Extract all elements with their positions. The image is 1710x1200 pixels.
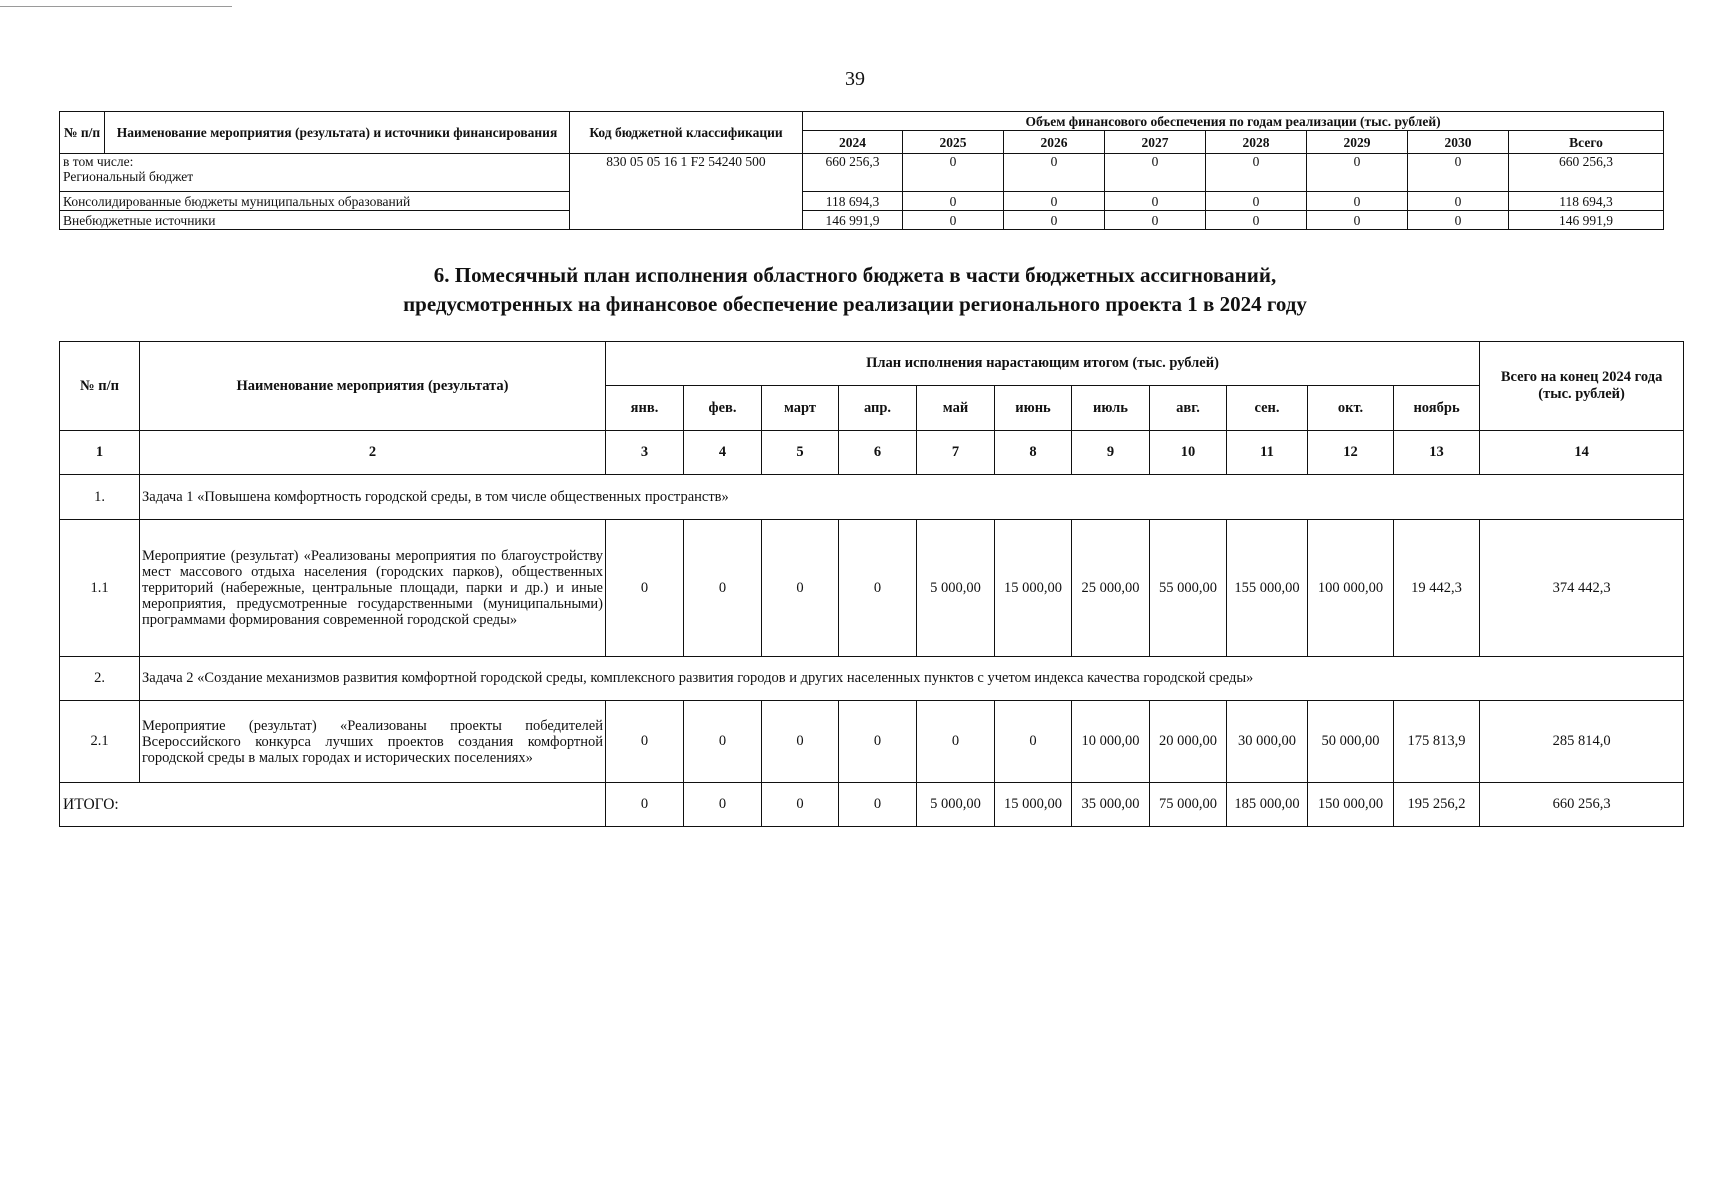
- col-code-header: Код бюджетной классификации: [570, 112, 803, 154]
- value-cell: 30 000,00: [1227, 701, 1308, 783]
- col-volume-header: Объем финансового обеспечения по годам реализации (тыс. рублей): [803, 112, 1664, 131]
- value-cell: 0: [903, 211, 1004, 230]
- row-number: 2.1: [60, 701, 140, 783]
- value-cell: 0: [1105, 192, 1206, 211]
- value-cell: 0: [1307, 154, 1408, 192]
- total-cell: 285 814,0: [1480, 701, 1684, 783]
- column-number: 4: [684, 431, 762, 475]
- column-number: 2: [140, 431, 606, 475]
- value-cell: 0: [1206, 211, 1307, 230]
- value-cell: 0: [606, 701, 684, 783]
- month-header: янв.: [606, 386, 684, 431]
- col-name-header: Наименование мероприятия (результата): [140, 342, 606, 431]
- value-cell: 150 000,00: [1308, 783, 1394, 827]
- col-plan-header: План исполнения нарастающим итогом (тыс. рублей): [606, 342, 1480, 386]
- total-cell: 374 442,3: [1480, 520, 1684, 657]
- column-number: 9: [1072, 431, 1150, 475]
- value-cell: 10 000,00: [1072, 701, 1150, 783]
- column-number: 7: [917, 431, 995, 475]
- col-total-header: Всего на конец 2024 года (тыс. рублей): [1480, 342, 1684, 431]
- value-cell: 0: [762, 701, 839, 783]
- task-text: Задача 1 «Повышена комфортность городской среды, в том числе общественных пространств»: [140, 475, 1684, 520]
- value-cell: 0: [1408, 154, 1509, 192]
- value-cell: 660 256,3: [803, 154, 903, 192]
- column-number: 8: [995, 431, 1072, 475]
- value-cell: 195 256,2: [1394, 783, 1480, 827]
- section-title-line: 6. Помесячный план исполнения областного бюджета в части бюджетных ассигнований,: [433, 263, 1277, 287]
- year-header: 2029: [1307, 131, 1408, 154]
- value-cell: 0: [684, 520, 762, 657]
- task-number: 1.: [60, 475, 140, 520]
- month-header: авг.: [1150, 386, 1227, 431]
- col-num-header: № п/п: [60, 112, 105, 154]
- month-header: ноябрь: [1394, 386, 1480, 431]
- value-cell: 35 000,00: [1072, 783, 1150, 827]
- top-rule: [0, 6, 232, 7]
- value-cell: 0: [606, 520, 684, 657]
- value-cell: 146 991,9: [803, 211, 903, 230]
- table-row: [60, 520, 1684, 657]
- value-cell: 5 000,00: [917, 520, 995, 657]
- total-header: Всего: [1509, 131, 1664, 154]
- value-cell: 55 000,00: [1150, 520, 1227, 657]
- column-number: 11: [1227, 431, 1308, 475]
- table-row: [60, 192, 1664, 211]
- column-number: 10: [1150, 431, 1227, 475]
- month-header: сен.: [1227, 386, 1308, 431]
- value-cell: 155 000,00: [1227, 520, 1308, 657]
- value-cell: 146 991,9: [1509, 211, 1664, 230]
- value-cell: 100 000,00: [1308, 520, 1394, 657]
- value-cell: 75 000,00: [1150, 783, 1227, 827]
- month-header: окт.: [1308, 386, 1394, 431]
- table-row: [60, 154, 1664, 192]
- section-title: [0, 261, 1710, 319]
- month-header: июнь: [995, 386, 1072, 431]
- value-cell: 185 000,00: [1227, 783, 1308, 827]
- value-cell: 0: [1408, 211, 1509, 230]
- value-cell: 0: [762, 783, 839, 827]
- year-header: 2026: [1004, 131, 1105, 154]
- value-cell: 19 442,3: [1394, 520, 1480, 657]
- column-number: 1: [60, 431, 140, 475]
- col-name-header: Наименование мероприятия (результата) и источники финансирования: [105, 112, 570, 154]
- row-label: Консолидированные бюджеты муниципальных образований: [60, 192, 570, 211]
- value-cell: 175 813,9: [1394, 701, 1480, 783]
- column-number: 5: [762, 431, 839, 475]
- row-label: в том числе:: [63, 154, 134, 169]
- value-cell: 118 694,3: [803, 192, 903, 211]
- task-row: [60, 657, 1684, 701]
- activity-text: Мероприятие (результат) «Реализованы проекты победителей Всероссийского конкурса лучших проектов создания комфортной городской среды в малых городах и исторических поселениях»: [140, 701, 606, 783]
- col-num-header: № п/п: [60, 342, 140, 431]
- value-cell: 0: [606, 783, 684, 827]
- value-cell: 5 000,00: [917, 783, 995, 827]
- value-cell: 20 000,00: [1150, 701, 1227, 783]
- task-number: 2.: [60, 657, 140, 701]
- value-cell: 25 000,00: [1072, 520, 1150, 657]
- value-cell: 0: [839, 701, 917, 783]
- value-cell: 0: [1004, 154, 1105, 192]
- value-cell: 0: [839, 520, 917, 657]
- month-header: март: [762, 386, 839, 431]
- value-cell: 660 256,3: [1509, 154, 1664, 192]
- total-label: ИТОГО:: [60, 783, 606, 827]
- column-number: 12: [1308, 431, 1394, 475]
- monthly-plan-table: [59, 341, 1684, 827]
- task-text: Задача 2 «Создание механизмов развития комфортной городской среды, комплексного развития городов и других населенных пунктов с учетом индекса качества городской среды»: [140, 657, 1684, 701]
- section-title-line: предусмотренных на финансовое обеспечение реализации регионального проекта 1 в 2024 году: [403, 292, 1307, 316]
- budget-code: 830 05 05 16 1 F2 54240 500: [570, 154, 803, 230]
- year-header: 2028: [1206, 131, 1307, 154]
- column-number: 6: [839, 431, 917, 475]
- value-cell: 0: [684, 701, 762, 783]
- task-row: [60, 475, 1684, 520]
- column-number: 14: [1480, 431, 1684, 475]
- year-header: 2025: [903, 131, 1004, 154]
- month-header: фев.: [684, 386, 762, 431]
- year-header: 2027: [1105, 131, 1206, 154]
- value-cell: 118 694,3: [1509, 192, 1664, 211]
- column-number: 3: [606, 431, 684, 475]
- value-cell: 0: [684, 783, 762, 827]
- year-header: 2024: [803, 131, 903, 154]
- month-header: июль: [1072, 386, 1150, 431]
- year-header: 2030: [1408, 131, 1509, 154]
- value-cell: 0: [917, 701, 995, 783]
- value-cell: 15 000,00: [995, 520, 1072, 657]
- value-cell: 0: [1105, 211, 1206, 230]
- table-row: [60, 701, 1684, 783]
- table-row: [60, 211, 1664, 230]
- month-header: май: [917, 386, 995, 431]
- total-row: [60, 783, 1684, 827]
- activity-text: Мероприятие (результат) «Реализованы мероприятия по благоустройству мест массового отдыха населения (городских парков), общественных территорий (набережные, центральные площади, парки и др.) и иные мероприятия, предусмотренные государственными (муниципальными) программами формирования современной городской среды»: [140, 520, 606, 657]
- column-numbers-row: [60, 431, 1684, 475]
- row-label: Внебюджетные источники: [60, 211, 570, 230]
- value-cell: 0: [1004, 211, 1105, 230]
- row-label: Региональный бюджет: [63, 169, 194, 184]
- value-cell: 0: [1206, 154, 1307, 192]
- row-number: 1.1: [60, 520, 140, 657]
- value-cell: 0: [1307, 211, 1408, 230]
- value-cell: 0: [1004, 192, 1105, 211]
- value-cell: 0: [762, 520, 839, 657]
- value-cell: 0: [1206, 192, 1307, 211]
- value-cell: 15 000,00: [995, 783, 1072, 827]
- value-cell: 0: [1307, 192, 1408, 211]
- financing-table: [59, 111, 1664, 230]
- value-cell: 0: [903, 192, 1004, 211]
- value-cell: 0: [995, 701, 1072, 783]
- value-cell: 0: [839, 783, 917, 827]
- value-cell: 0: [1408, 192, 1509, 211]
- value-cell: 0: [903, 154, 1004, 192]
- column-number: 13: [1394, 431, 1480, 475]
- total-cell: 660 256,3: [1480, 783, 1684, 827]
- month-header: апр.: [839, 386, 917, 431]
- value-cell: 0: [1105, 154, 1206, 192]
- page-number: 39: [845, 68, 865, 90]
- value-cell: 50 000,00: [1308, 701, 1394, 783]
